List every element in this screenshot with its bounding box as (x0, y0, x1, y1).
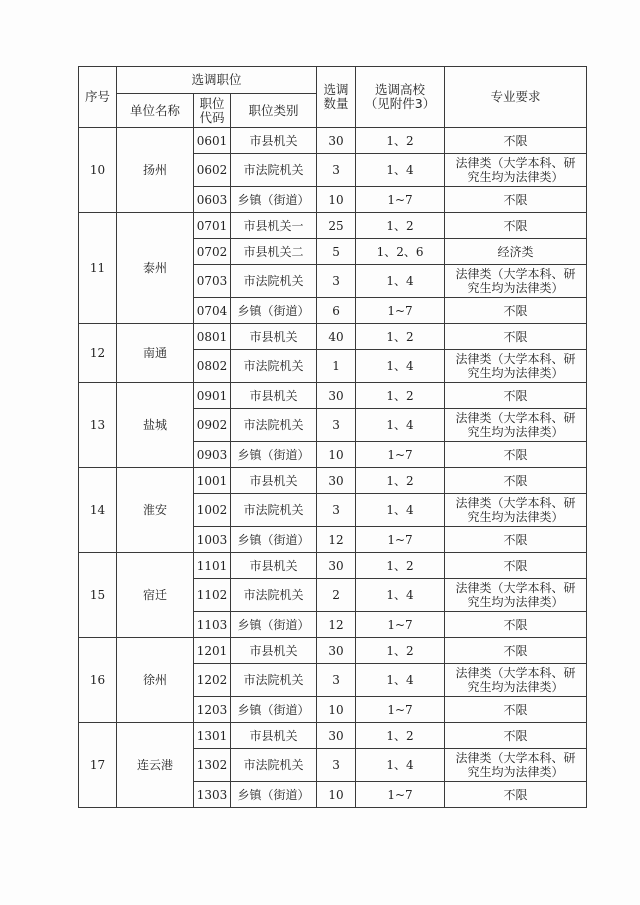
row-schools: 1、2 (356, 723, 445, 749)
row-count: 10 (317, 782, 356, 808)
row-schools: 1、4 (356, 664, 445, 697)
row-schools: 1、4 (356, 265, 445, 298)
row-schools: 1、2 (356, 553, 445, 579)
header-requirement: 专业要求 (445, 67, 587, 128)
row-category: 市法院机关 (231, 265, 317, 298)
row-category: 市县机关 (231, 128, 317, 154)
row-schools: 1、2 (356, 213, 445, 239)
row-schools: 1、4 (356, 154, 445, 187)
row-requirement: 不限 (445, 442, 587, 468)
row-requirement: 法律类（大学本科、研究生均为法律类） (445, 154, 587, 187)
row-schools: 1、2 (356, 324, 445, 350)
row-code: 0903 (194, 442, 231, 468)
row-count: 30 (317, 553, 356, 579)
row-code: 0703 (194, 265, 231, 298)
position-table (78, 66, 587, 808)
row-category: 市县机关 (231, 468, 317, 494)
row-requirement: 经济类 (445, 239, 587, 265)
row-requirement: 不限 (445, 298, 587, 324)
row-count: 12 (317, 527, 356, 553)
row-unit-name: 泰州 (117, 213, 194, 324)
row-requirement: 不限 (445, 697, 587, 723)
row-schools: 1~7 (356, 527, 445, 553)
row-code: 1301 (194, 723, 231, 749)
row-code: 1101 (194, 553, 231, 579)
row-count: 12 (317, 612, 356, 638)
row-code: 0901 (194, 383, 231, 409)
row-count: 30 (317, 468, 356, 494)
row-schools: 1、4 (356, 350, 445, 383)
row-count: 3 (317, 409, 356, 442)
row-code: 1202 (194, 664, 231, 697)
row-requirement: 不限 (445, 383, 587, 409)
row-count: 30 (317, 638, 356, 664)
row-requirement: 不限 (445, 527, 587, 553)
header-seq: 序号 (79, 67, 117, 128)
row-requirement: 不限 (445, 723, 587, 749)
row-code: 0902 (194, 409, 231, 442)
row-count: 5 (317, 239, 356, 265)
row-code: 1003 (194, 527, 231, 553)
row-seq: 14 (79, 468, 117, 553)
row-category: 市县机关 (231, 383, 317, 409)
row-code: 1201 (194, 638, 231, 664)
table-row (79, 723, 587, 749)
row-category: 市县机关二 (231, 239, 317, 265)
row-count: 10 (317, 697, 356, 723)
row-schools: 1~7 (356, 782, 445, 808)
header-row-1 (79, 67, 587, 94)
row-schools: 1、4 (356, 579, 445, 612)
row-code: 1203 (194, 697, 231, 723)
header-count: 选调 数量 (317, 67, 356, 128)
row-seq: 17 (79, 723, 117, 808)
row-category: 乡镇（街道） (231, 697, 317, 723)
row-category: 乡镇（街道） (231, 442, 317, 468)
row-category: 市县机关 (231, 324, 317, 350)
row-count: 3 (317, 494, 356, 527)
row-code: 0602 (194, 154, 231, 187)
row-unit-name: 南通 (117, 324, 194, 383)
row-schools: 1、2 (356, 468, 445, 494)
table-row (79, 553, 587, 579)
table-row (79, 324, 587, 350)
row-count: 2 (317, 579, 356, 612)
row-schools: 1、2 (356, 128, 445, 154)
row-category: 市县机关 (231, 638, 317, 664)
row-requirement: 不限 (445, 324, 587, 350)
row-category: 市法院机关 (231, 409, 317, 442)
row-category: 市县机关 (231, 723, 317, 749)
row-count: 10 (317, 442, 356, 468)
row-seq: 15 (79, 553, 117, 638)
row-code: 1303 (194, 782, 231, 808)
table-row (79, 128, 587, 154)
row-code: 0603 (194, 187, 231, 213)
row-seq: 13 (79, 383, 117, 468)
row-schools: 1、2 (356, 383, 445, 409)
row-schools: 1~7 (356, 442, 445, 468)
row-code: 0701 (194, 213, 231, 239)
row-seq: 12 (79, 324, 117, 383)
row-unit-name: 淮安 (117, 468, 194, 553)
row-category: 乡镇（街道） (231, 782, 317, 808)
row-schools: 1、2 (356, 638, 445, 664)
row-schools: 1~7 (356, 697, 445, 723)
row-requirement: 法律类（大学本科、研究生均为法律类） (445, 494, 587, 527)
row-code: 0601 (194, 128, 231, 154)
row-category: 乡镇（街道） (231, 527, 317, 553)
table-row (79, 213, 587, 239)
row-requirement: 不限 (445, 213, 587, 239)
row-category: 市县机关 (231, 553, 317, 579)
row-category: 市法院机关 (231, 154, 317, 187)
row-requirement: 法律类（大学本科、研究生均为法律类） (445, 265, 587, 298)
row-requirement: 不限 (445, 553, 587, 579)
row-count: 40 (317, 324, 356, 350)
row-code: 0802 (194, 350, 231, 383)
row-code: 1001 (194, 468, 231, 494)
row-seq: 11 (79, 213, 117, 324)
table-row (79, 638, 587, 664)
row-category: 乡镇（街道） (231, 298, 317, 324)
row-requirement: 不限 (445, 638, 587, 664)
row-seq: 10 (79, 128, 117, 213)
row-unit-name: 连云港 (117, 723, 194, 808)
row-category: 市法院机关 (231, 579, 317, 612)
row-category: 乡镇（街道） (231, 187, 317, 213)
row-schools: 1~7 (356, 612, 445, 638)
header-code: 职位 代码 (194, 94, 231, 128)
row-category: 乡镇（街道） (231, 612, 317, 638)
row-seq: 16 (79, 638, 117, 723)
row-requirement: 不限 (445, 187, 587, 213)
row-code: 1102 (194, 579, 231, 612)
row-schools: 1~7 (356, 298, 445, 324)
row-code: 0704 (194, 298, 231, 324)
row-count: 25 (317, 213, 356, 239)
row-unit-name: 盐城 (117, 383, 194, 468)
row-count: 30 (317, 723, 356, 749)
header-position-group: 选调职位 (117, 67, 317, 94)
table-row (79, 468, 587, 494)
row-unit-name: 徐州 (117, 638, 194, 723)
row-count: 1 (317, 350, 356, 383)
row-category: 市法院机关 (231, 350, 317, 383)
row-code: 1002 (194, 494, 231, 527)
header-schools: 选调高校 （见附件3） (356, 67, 445, 128)
row-requirement: 法律类（大学本科、研究生均为法律类） (445, 579, 587, 612)
header-category: 职位类别 (231, 94, 317, 128)
row-count: 30 (317, 383, 356, 409)
row-schools: 1、2、6 (356, 239, 445, 265)
table-body (79, 128, 587, 808)
row-unit-name: 扬州 (117, 128, 194, 213)
row-category: 市法院机关 (231, 494, 317, 527)
row-requirement: 不限 (445, 782, 587, 808)
row-requirement: 法律类（大学本科、研究生均为法律类） (445, 409, 587, 442)
row-requirement: 不限 (445, 468, 587, 494)
row-category: 市县机关一 (231, 213, 317, 239)
row-requirement: 法律类（大学本科、研究生均为法律类） (445, 350, 587, 383)
header-unit-name: 单位名称 (117, 94, 194, 128)
row-count: 30 (317, 128, 356, 154)
row-code: 0801 (194, 324, 231, 350)
table-row (79, 383, 587, 409)
row-count: 3 (317, 154, 356, 187)
row-code: 0702 (194, 239, 231, 265)
row-category: 市法院机关 (231, 664, 317, 697)
row-schools: 1、4 (356, 494, 445, 527)
row-code: 1302 (194, 749, 231, 782)
row-requirement: 法律类（大学本科、研究生均为法律类） (445, 664, 587, 697)
row-schools: 1、4 (356, 409, 445, 442)
row-unit-name: 宿迁 (117, 553, 194, 638)
row-code: 1103 (194, 612, 231, 638)
row-requirement: 不限 (445, 612, 587, 638)
row-category: 市法院机关 (231, 749, 317, 782)
row-schools: 1~7 (356, 187, 445, 213)
row-count: 3 (317, 265, 356, 298)
row-requirement: 法律类（大学本科、研究生均为法律类） (445, 749, 587, 782)
row-schools: 1、4 (356, 749, 445, 782)
row-count: 3 (317, 749, 356, 782)
row-count: 10 (317, 187, 356, 213)
row-count: 3 (317, 664, 356, 697)
row-count: 6 (317, 298, 356, 324)
row-requirement: 不限 (445, 128, 587, 154)
